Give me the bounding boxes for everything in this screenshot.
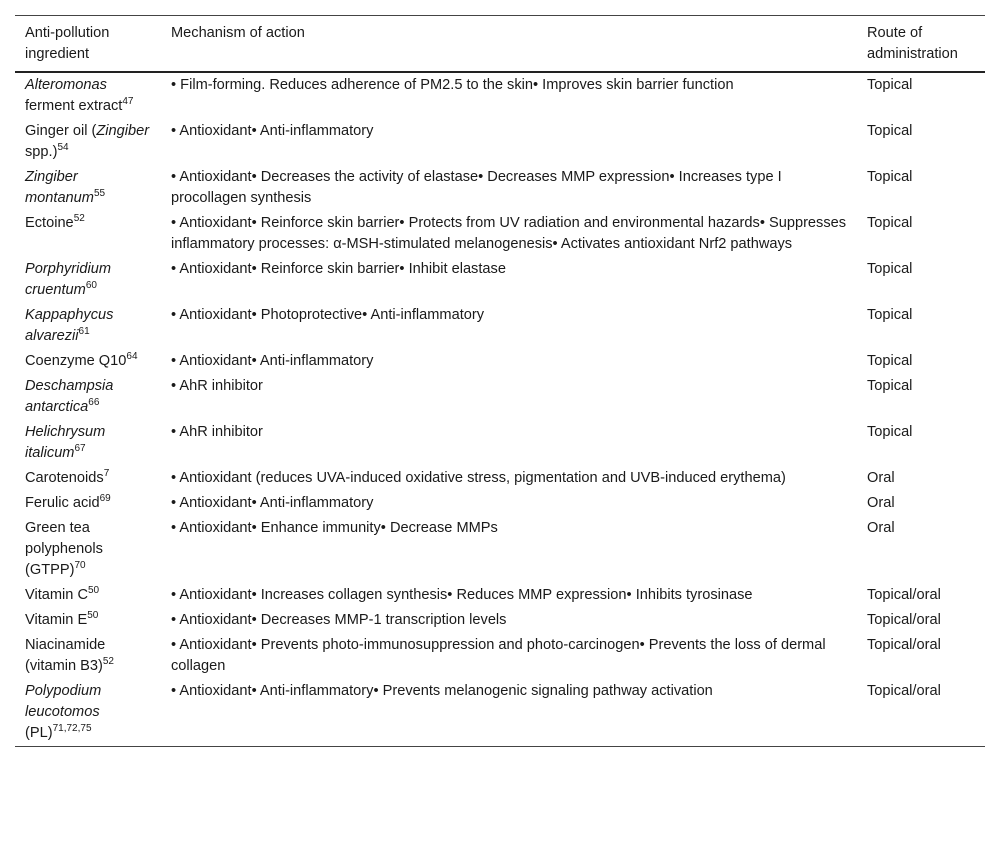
ingredient-cell: [15, 608, 161, 633]
mechanism-cell: • Antioxidant• Photoprotective• Anti-inflammatory: [171, 307, 485, 323]
reference-number: 61: [78, 326, 90, 338]
header-mechanism: Mechanism of action: [171, 25, 305, 41]
mechanism-cell: • Antioxidant• Reinforce skin barrier• Protects from UV radiation and environmental hazards• Suppresses inflammatory processes: α-MSH-stimulated melanogenesis• Activates antioxidant Nrf2 pathways: [171, 215, 847, 252]
mechanism-cell: • Antioxidant• Anti-inflammatory: [171, 123, 374, 139]
ingredient-name-part: Vitamin E: [25, 612, 88, 628]
ingredient-cell: [15, 466, 161, 491]
route-cell: Topical/oral: [867, 587, 941, 603]
reference-number: 50: [87, 610, 99, 622]
route-cell: Topical: [867, 215, 913, 231]
header-ingredient: Anti-pollution ingredient: [25, 25, 110, 62]
reference-number: 47: [122, 96, 134, 108]
mechanism-cell: • Antioxidant• Anti-inflammatory: [171, 353, 374, 369]
table-row: [15, 165, 985, 211]
route-cell: Topical: [867, 77, 913, 93]
table-row: [15, 516, 985, 583]
ingredient-cell: [15, 420, 161, 466]
ingredient-name-part: Helichrysum italicum: [25, 424, 106, 461]
table-row: [15, 72, 985, 119]
ingredient-cell: [15, 633, 161, 679]
ingredient-name-part: Polypodium leucotomos: [25, 683, 102, 720]
mechanism-cell: • Antioxidant• Anti-inflammatory: [171, 495, 374, 511]
mechanism-cell: • AhR inhibitor: [171, 424, 263, 440]
ingredient-cell: [15, 165, 161, 211]
reference-number: 54: [57, 142, 69, 154]
ingredient-cell: [15, 211, 161, 257]
ingredient-cell: [15, 72, 161, 119]
ingredient-cell: [15, 303, 161, 349]
mechanism-cell: • Antioxidant• Enhance immunity• Decrease MMPs: [171, 520, 498, 536]
table-row: [15, 374, 985, 420]
table-row: [15, 491, 985, 516]
route-cell: Topical: [867, 424, 913, 440]
mechanism-cell: • Antioxidant• Increases collagen synthesis• Reduces MMP expression• Inhibits tyrosinase: [171, 587, 753, 603]
route-cell: Oral: [867, 495, 895, 511]
route-cell: Topical: [867, 261, 913, 277]
mechanism-cell: • Antioxidant• Decreases the activity of elastase• Decreases MMP expression• Increases type I procollagen synthesis: [171, 169, 782, 206]
route-cell: Topical: [867, 378, 913, 394]
table-row: [15, 211, 985, 257]
reference-number: 66: [88, 397, 100, 409]
header-row: [15, 16, 985, 73]
ingredient-name-part: Zingiber: [96, 123, 150, 139]
table-row: [15, 257, 985, 303]
table-row: [15, 608, 985, 633]
ingredient-name-part: Alteromonas: [25, 77, 107, 93]
route-cell: Oral: [867, 470, 895, 486]
ingredient-name-part: Niacinamide (vitamin B3): [25, 637, 106, 674]
reference-number: 52: [73, 213, 85, 225]
ingredient-cell: [15, 491, 161, 516]
table-row: [15, 303, 985, 349]
reference-number: 71,72,75: [52, 723, 92, 735]
mechanism-cell: • Antioxidant• Prevents photo-immunosuppression and photo-carcinogen• Prevents the loss of dermal collagen: [171, 637, 826, 674]
table-header: [15, 16, 985, 73]
mechanism-cell: • Antioxidant (reduces UVA-induced oxidative stress, pigmentation and UVB-induced erythema): [171, 470, 786, 486]
route-cell: Topical/oral: [867, 637, 941, 653]
ingredient-name-part: Zingiber montanum: [25, 169, 94, 206]
mechanism-cell: • Antioxidant• Anti-inflammatory• Prevents melanogenic signaling pathway activation: [171, 683, 713, 699]
route-cell: Topical/oral: [867, 683, 941, 699]
ingredient-cell: [15, 583, 161, 608]
reference-number: 70: [74, 560, 86, 572]
table-row: [15, 583, 985, 608]
reference-number: 60: [85, 280, 97, 292]
table-row: [15, 349, 985, 374]
route-cell: Oral: [867, 520, 895, 536]
ingredient-cell: [15, 257, 161, 303]
ingredient-name-part: Ectoine: [25, 215, 74, 231]
table-row: [15, 420, 985, 466]
ingredient-cell: [15, 516, 161, 583]
route-cell: Topical/oral: [867, 612, 941, 628]
table-row: [15, 119, 985, 165]
reference-number: 50: [88, 585, 100, 597]
table-row: [15, 466, 985, 491]
mechanism-cell: • Film-forming. Reduces adherence of PM2.5 to the skin• Improves skin barrier function: [171, 77, 734, 93]
reference-number: 7: [103, 468, 110, 480]
mechanism-cell: • AhR inhibitor: [171, 378, 263, 394]
ingredient-cell: [15, 374, 161, 420]
ingredient-name-part: (PL): [25, 725, 53, 741]
ingredient-name-part: Green tea polyphenols (GTPP): [25, 520, 103, 578]
route-cell: Topical: [867, 169, 913, 185]
route-cell: Topical: [867, 353, 913, 369]
ingredient-cell: [15, 119, 161, 165]
mechanism-cell: • Antioxidant• Decreases MMP-1 transcription levels: [171, 612, 507, 628]
ingredient-name-part: Ginger oil (: [25, 123, 97, 139]
table-row: [15, 679, 985, 747]
ingredient-name-part: Kappaphycus alvarezii: [25, 307, 114, 344]
ingredient-cell: [15, 349, 161, 374]
ingredient-name-part: ferment extract: [25, 98, 123, 114]
ingredient-name-part: Ferulic acid: [25, 495, 100, 511]
reference-number: 67: [74, 443, 86, 455]
ingredient-name-part: Coenzyme Q10: [25, 353, 127, 369]
ingredient-name-part: Vitamin C: [25, 587, 88, 603]
ingredient-cell: [15, 679, 161, 747]
ingredient-name-part: Deschampsia antarctica: [25, 378, 114, 415]
ingredient-name-part: Porphyridium cruentum: [25, 261, 111, 298]
reference-number: 55: [93, 188, 106, 200]
mechanism-cell: • Antioxidant• Reinforce skin barrier• Inhibit elastase: [171, 261, 506, 277]
reference-number: 52: [102, 656, 114, 668]
route-cell: Topical: [867, 123, 913, 139]
table-row: [15, 633, 985, 679]
ingredient-name-part: spp.): [25, 144, 58, 160]
ingredients-table: [15, 15, 985, 747]
table-body: [15, 72, 985, 747]
ingredient-name-part: Carotenoids: [25, 470, 104, 486]
reference-number: 69: [99, 493, 111, 505]
header-route: Route of administration: [867, 25, 958, 62]
reference-number: 64: [126, 351, 138, 363]
route-cell: Topical: [867, 307, 913, 323]
